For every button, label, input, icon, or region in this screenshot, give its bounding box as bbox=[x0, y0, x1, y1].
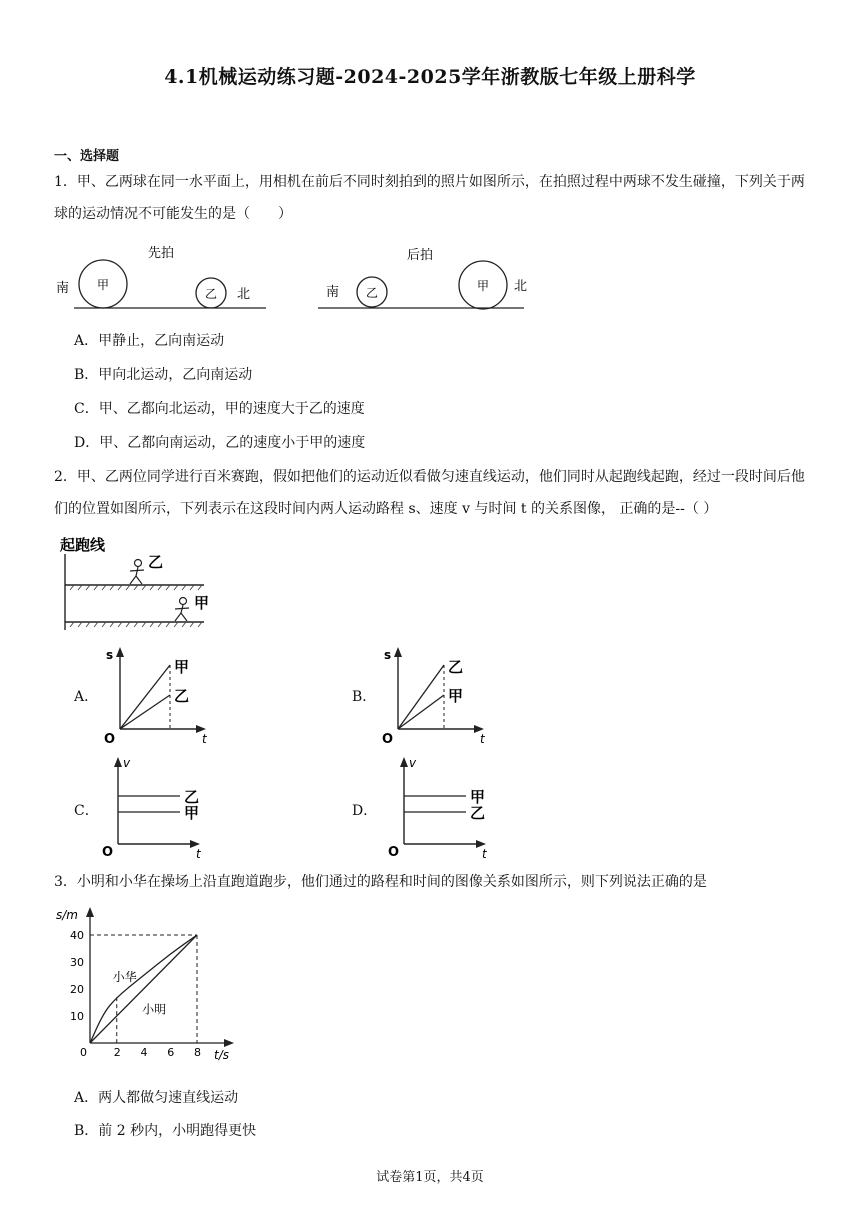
q2-race-figure bbox=[56, 530, 216, 635]
ball-yi-1-label: 乙 bbox=[205, 287, 218, 301]
q3-x-tick: 8 bbox=[194, 1046, 201, 1059]
graph-c-v: v bbox=[123, 756, 131, 770]
graph-d-o: O bbox=[388, 845, 400, 860]
q2-graph-b[interactable] bbox=[378, 645, 493, 745]
runner-jia bbox=[175, 598, 189, 622]
q1-north-label-2: 北 bbox=[514, 279, 528, 294]
graph-b-line-yi bbox=[398, 665, 444, 729]
q3-x-tick: 2 bbox=[113, 1046, 121, 1059]
q2-option-c-label[interactable]: C． bbox=[74, 803, 99, 819]
q1-north-label-1: 北 bbox=[237, 287, 251, 302]
graph-b-jia: 甲 bbox=[448, 687, 464, 705]
question-1-text: 1．甲、乙两球在同一水平面上，用相机在前后不同时刻拍到的照片如图所示，在拍照过程中两球不发生碰撞，下列关于两球的运动情况不可能发生的是（ ） bbox=[54, 174, 805, 222]
q3-series-line-1 bbox=[90, 935, 197, 1043]
q3-x-label: t/s bbox=[214, 1048, 229, 1062]
graph-b-s: s bbox=[384, 648, 392, 662]
graph-d-v: v bbox=[409, 756, 417, 770]
graph-a-line-yi bbox=[120, 695, 170, 729]
ball-yi-2-label: 乙 bbox=[366, 286, 379, 300]
graph-a-o: O bbox=[104, 732, 116, 745]
graph-d-jia: 甲 bbox=[470, 788, 486, 806]
graph-c-o: O bbox=[102, 845, 114, 860]
q1-option-d[interactable]: D．甲、乙都向南运动，乙的速度小于甲的速度 bbox=[74, 435, 366, 451]
graph-a-yi: 乙 bbox=[174, 687, 190, 705]
q1-figure bbox=[50, 240, 540, 320]
q3-x-tick: 6 bbox=[167, 1046, 175, 1059]
q2-graph-a[interactable] bbox=[100, 645, 215, 745]
q2-graph-d[interactable] bbox=[386, 752, 501, 860]
q3-y-tick: 20 bbox=[70, 983, 84, 996]
q2-graph-c[interactable] bbox=[100, 752, 215, 860]
q2-option-a-label[interactable]: A． bbox=[74, 689, 99, 705]
ball-jia-1-label: 甲 bbox=[97, 278, 110, 292]
question-2-text: 2．甲、乙两位同学进行百米赛跑，假如把他们的运动近似看做匀速直线运动，他们同时从起跑线起跑，经过一段时间后他们的位置如图所示，下列表示在这段时间内两人运动路程 s、速度 v 与时间 t 的关系图像， 正确的是--（ ） bbox=[54, 469, 805, 517]
q3-series-label-1: 小明 bbox=[142, 1002, 167, 1017]
q3-y-tick: 40 bbox=[70, 929, 84, 942]
graph-a-line-jia bbox=[120, 665, 170, 729]
graph-b-o: O bbox=[382, 732, 394, 745]
q3-x-tick: 0 bbox=[80, 1046, 87, 1059]
q1-later-label: 后拍 bbox=[407, 248, 434, 263]
graph-a-jia: 甲 bbox=[174, 658, 190, 676]
q1-south-label-1: 南 bbox=[56, 281, 70, 296]
graph-c-t: t bbox=[196, 847, 201, 860]
graph-d-yi: 乙 bbox=[470, 804, 486, 822]
q1-option-b[interactable]: B．甲向北运动，乙向南运动 bbox=[74, 367, 253, 383]
graph-d-t: t bbox=[482, 847, 487, 860]
graph-a-t: t bbox=[202, 732, 207, 745]
graph-c-yi: 乙 bbox=[184, 788, 200, 806]
q3-y-tick: 10 bbox=[70, 1010, 84, 1023]
start-line-label: 起跑线 bbox=[60, 536, 106, 554]
graph-b-yi: 乙 bbox=[448, 658, 464, 676]
question-3-text: 3．小明和小华在操场上沿直跑道跑步，他们通过的路程和时间的图像关系如图所示，则下列说法正确的是 bbox=[54, 874, 707, 890]
q1-first-label: 先拍 bbox=[148, 246, 175, 261]
q3-series-label-0: 小华 bbox=[112, 969, 137, 984]
runner-jia-label: 甲 bbox=[194, 594, 210, 612]
q3-option-a[interactable]: A．两人都做匀速直线运动 bbox=[74, 1090, 239, 1106]
q2-option-b-label[interactable]: B． bbox=[352, 689, 377, 705]
q3-y-label: s/m bbox=[56, 908, 78, 922]
q3-y-tick: 30 bbox=[70, 956, 84, 969]
graph-c-jia: 甲 bbox=[184, 804, 200, 822]
graph-b-t: t bbox=[480, 732, 485, 745]
runner-yi bbox=[130, 560, 144, 585]
ball-jia-2-label: 甲 bbox=[477, 279, 490, 293]
q1-south-label-2: 南 bbox=[326, 285, 340, 300]
page-footer: 试卷第1页，共4页 bbox=[376, 1170, 484, 1185]
graph-b-line-jia bbox=[398, 695, 444, 729]
q1-option-a[interactable]: A．甲静止，乙向南运动 bbox=[74, 333, 225, 349]
q1-option-c[interactable]: C．甲、乙都向北运动，甲的速度大于乙的速度 bbox=[74, 401, 365, 417]
q2-option-d-label[interactable]: D． bbox=[352, 803, 378, 819]
q3-option-b[interactable]: B．前 2 秒内，小明跑得更快 bbox=[74, 1123, 257, 1139]
section-heading: 一、选择题 bbox=[54, 149, 120, 164]
q3-x-tick: 4 bbox=[140, 1046, 148, 1059]
runner-yi-label: 乙 bbox=[148, 553, 164, 571]
page-title: 4.1机械运动练习题-2024-2025学年浙教版七年级上册科学 bbox=[164, 66, 696, 88]
q3-chart bbox=[52, 903, 252, 1063]
graph-a-s: s bbox=[106, 648, 114, 662]
